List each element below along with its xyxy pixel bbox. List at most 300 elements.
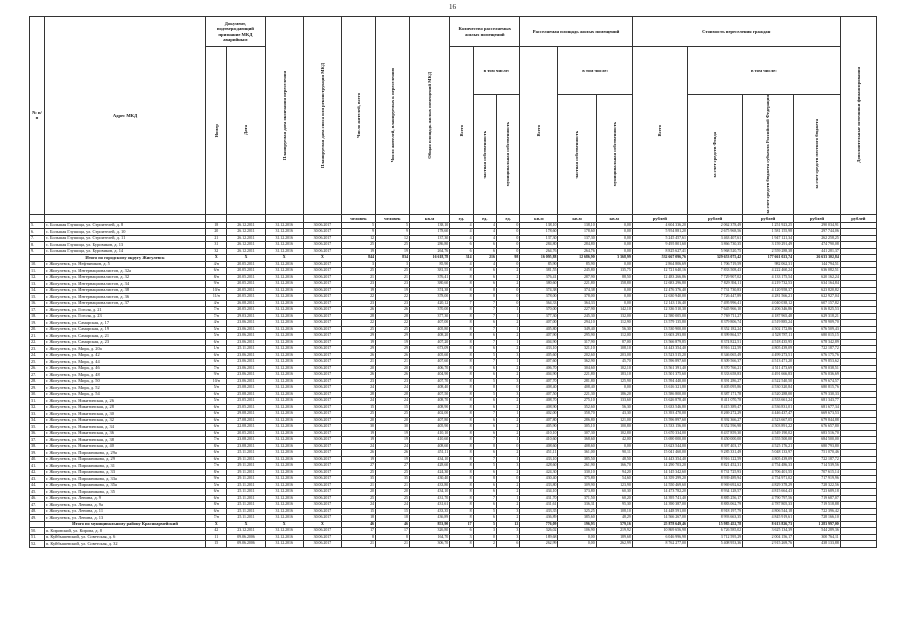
residents-planned-cell: 20 bbox=[375, 489, 409, 496]
cost-subject-cell: 4 502 172,86 bbox=[743, 326, 794, 333]
cost-fund-cell: 8 883 062,79 bbox=[687, 502, 742, 509]
doc-date-cell: 23.06.2011 bbox=[227, 365, 265, 372]
doc-date-cell: 20.05.2011 bbox=[227, 294, 265, 301]
rooms-total-cell: 8 bbox=[450, 489, 473, 496]
rooms-total-cell: 8 bbox=[450, 346, 473, 353]
sarea-total-cell: 85,90 bbox=[520, 261, 558, 268]
sarea-private-cell: 178,60 bbox=[558, 229, 596, 236]
row-number-cell: 10. bbox=[30, 261, 45, 268]
area-cell: 405,90 bbox=[409, 424, 449, 431]
planned-demolish-cell: 30.06.2017 bbox=[303, 365, 341, 372]
rooms-total-cell: 314 bbox=[450, 255, 473, 262]
sarea-total-cell: 405,90 bbox=[520, 424, 558, 431]
doc-number-cell: 6/н bbox=[206, 391, 227, 398]
rooms-total-cell: 8 bbox=[450, 404, 473, 411]
planned-demolish-cell: 30.06.2017 bbox=[303, 469, 341, 476]
address-cell: г. Жигулевск, ул. Мира, д. 50 bbox=[44, 378, 205, 385]
sarea-municipal-cell: 186,20 bbox=[596, 391, 632, 398]
cost-fund-cell: 8 399 864,57 bbox=[687, 333, 742, 340]
sarea-municipal-cell: 56,30 bbox=[596, 326, 632, 333]
rooms-total-cell: 8 bbox=[450, 372, 473, 379]
planned-end-cell: 31.12.2016 bbox=[265, 515, 303, 522]
row-number-cell: 52. bbox=[30, 541, 45, 548]
cost-fund-cell: 8 374 822,51 bbox=[687, 339, 742, 346]
rooms-private-cell: 6 bbox=[473, 515, 496, 522]
sarea-total-cell: 381,55 bbox=[520, 268, 558, 275]
rooms-total-cell: 8 bbox=[450, 456, 473, 463]
area-cell: 407,70 bbox=[409, 378, 449, 385]
address-cell: с. Большая Глушица, ул. Строителей, д. 8 bbox=[44, 222, 205, 229]
cost-total-cell: 13 626 878,40 bbox=[632, 398, 687, 405]
residents-planned-cell: 20 bbox=[375, 365, 409, 372]
planned-demolish-cell: 30.06.2017 bbox=[303, 378, 341, 385]
planned-end-cell: 31.12.2016 bbox=[265, 313, 303, 320]
doc-date-cell: 20.05.2011 bbox=[227, 430, 265, 437]
rooms-municipal-cell: 3 bbox=[496, 378, 519, 385]
residents-planned-cell: 24 bbox=[375, 398, 409, 405]
row-number-cell: 12. bbox=[30, 274, 45, 281]
sarea-total-cell: 406,70 bbox=[520, 365, 558, 372]
residents-planned-cell: 22 bbox=[375, 294, 409, 301]
address-cell: с. Большая Глушица, ул. Строителей, д. 11 bbox=[44, 235, 205, 242]
sarea-total-cell: 404,90 bbox=[520, 339, 558, 346]
cost-total-cell: 10 869 656,98 bbox=[632, 528, 687, 535]
doc-number-cell: 8/н bbox=[206, 469, 227, 476]
cost-local-cell: 679 674,57 bbox=[794, 378, 841, 385]
rooms-municipal-cell: 2 bbox=[496, 372, 519, 379]
cost-subject-cell: 4 446 437,47 bbox=[743, 411, 794, 418]
cost-local-cell: 438 133,88 bbox=[794, 541, 841, 548]
planned-demolish-cell: X bbox=[303, 255, 341, 262]
area-cell: 405,60 bbox=[409, 352, 449, 359]
cost-total-cell: 12 476 376,40 bbox=[632, 287, 687, 294]
rooms-private-cell: 7 bbox=[473, 326, 496, 333]
cost-local-cell: 719 687,07 bbox=[794, 495, 841, 502]
cost-subject-cell: 2 559 288,38 bbox=[743, 248, 794, 255]
sarea-private-cell: 12 686,90 bbox=[558, 255, 596, 262]
cost-fund-cell: 8 346 065,49 bbox=[687, 352, 742, 359]
cost-fund-cell: 8 939 489,94 bbox=[687, 476, 742, 483]
row-number-cell: 5. bbox=[30, 222, 45, 229]
sarea-total-cell: 433,10 bbox=[520, 346, 558, 353]
rooms-municipal-cell: 1 bbox=[496, 339, 519, 346]
sarea-municipal-cell: 203,00 bbox=[596, 352, 632, 359]
cost-subject-cell: 1 251 923,25 bbox=[743, 222, 794, 229]
doc-date-cell: 27.08.2011 bbox=[227, 417, 265, 424]
rooms-municipal-cell: 0 bbox=[496, 242, 519, 249]
rooms-private-cell: 7 bbox=[473, 411, 496, 418]
rooms-private-cell: 8 bbox=[473, 385, 496, 392]
cost-fund-cell: 8 731 725,93 bbox=[687, 469, 742, 476]
residents-cell: 844 bbox=[342, 255, 376, 262]
row-number-cell: 8. bbox=[30, 242, 45, 249]
row-number-cell: 48. bbox=[30, 508, 45, 515]
address-cell: г. Жигулевск, ул. Интернационалистов, д. 32 bbox=[44, 274, 205, 281]
residents-planned-cell: 25 bbox=[375, 495, 409, 502]
residents-planned-cell: 25 bbox=[375, 242, 409, 249]
doc-number-cell: 5/н bbox=[206, 385, 227, 392]
cost-local-cell: 297 744,06 bbox=[794, 229, 841, 236]
col-doc-number-header: Номер bbox=[213, 123, 219, 138]
rooms-total-cell: 3 bbox=[450, 534, 473, 541]
sarea-total-cell: 431,61 bbox=[520, 502, 558, 509]
sarea-private-cell: 294,10 bbox=[558, 320, 596, 327]
area-cell: 408,90 bbox=[409, 404, 449, 411]
rooms-total-cell: 8 bbox=[450, 495, 473, 502]
doc-number-cell: 6/н bbox=[206, 352, 227, 359]
doc-number-cell: 7/н bbox=[206, 307, 227, 314]
row-number-cell: 28. bbox=[30, 378, 45, 385]
rooms-total-cell: 8 bbox=[450, 437, 473, 444]
cost-fund-cell: 8 379 806,74 bbox=[687, 320, 742, 327]
residents-cell: 15 bbox=[342, 404, 376, 411]
planned-demolish-cell: 30.06.2017 bbox=[303, 437, 341, 444]
residents-planned-cell: 18 bbox=[375, 515, 409, 522]
sarea-private-cell: 245,80 bbox=[558, 268, 596, 275]
rooms-total-cell: 6 bbox=[450, 528, 473, 535]
sarea-private-cell: 221,30 bbox=[558, 391, 596, 398]
area-cell: 404,90 bbox=[409, 372, 449, 379]
unit-cell: кв.м bbox=[558, 214, 596, 222]
rooms-total-cell: 4 bbox=[450, 222, 473, 229]
doc-number-cell: 1/н bbox=[206, 346, 227, 353]
area-cell: 286,80 bbox=[409, 242, 449, 249]
rooms-total-cell: 4 bbox=[450, 235, 473, 242]
cost-local-cell: 1 283 997,00 bbox=[794, 521, 841, 528]
cost-total-cell: 14 359 299,20 bbox=[632, 476, 687, 483]
area-cell: 306,70 bbox=[409, 541, 449, 548]
residents-planned-cell: 25 bbox=[375, 469, 409, 476]
rooms-municipal-cell: 2 bbox=[496, 281, 519, 288]
cost-subject-cell: 4 754 971,02 bbox=[743, 476, 794, 483]
sarea-private-cell: 261,90 bbox=[558, 463, 596, 470]
planned-demolish-cell: 30.06.2017 bbox=[303, 450, 341, 457]
rooms-private-cell: 7 bbox=[473, 495, 496, 502]
sarea-municipal-cell: 0,00 bbox=[596, 229, 632, 236]
sarea-total-cell: 378,00 bbox=[520, 294, 558, 301]
rooms-municipal-cell: 2 bbox=[496, 417, 519, 424]
col-rooms-incl-header: в том числе: bbox=[473, 47, 520, 95]
rooms-municipal-cell: 1 bbox=[496, 307, 519, 314]
planned-end-cell: 31.12.2016 bbox=[265, 482, 303, 489]
residents-cell: 23 bbox=[342, 281, 376, 288]
cost-total-cell: 14 566 267,00 bbox=[632, 515, 687, 522]
residents-planned-cell: 23 bbox=[375, 281, 409, 288]
rooms-municipal-cell: 3 bbox=[496, 528, 519, 535]
residents-cell: 20 bbox=[342, 417, 376, 424]
cost-fund-cell: 2 675 968,56 bbox=[687, 229, 742, 236]
residents-planned-cell: 24 bbox=[375, 385, 409, 392]
doc-number-cell: 9/н bbox=[206, 476, 227, 483]
rooms-private-cell: 2 bbox=[473, 541, 496, 548]
cost-local-cell: 679 330,33 bbox=[794, 391, 841, 398]
cost-fund-cell: 3 463 407,61 bbox=[687, 235, 742, 242]
doc-date-cell: 09.06.2006 bbox=[227, 534, 265, 541]
doc-date-cell: 25.11.2011 bbox=[227, 515, 265, 522]
address-cell: г. Жигулевск, ул. Самарская, д. 19 bbox=[44, 326, 205, 333]
planned-demolish-cell: 30.06.2017 bbox=[303, 248, 341, 255]
address-cell: п. Куйбышевский, ул. Советская, д. 32 bbox=[44, 541, 205, 548]
address-cell: г. Жигулевск, ул. Интернационалистов, д. 34 bbox=[44, 281, 205, 288]
doc-number-cell: 9/н bbox=[206, 281, 227, 288]
sarea-private-cell: 309,90 bbox=[558, 482, 596, 489]
row-number-cell: 29. bbox=[30, 385, 45, 392]
sarea-municipal-cell: 132,00 bbox=[596, 313, 632, 320]
doc-number-cell: 6/н bbox=[206, 456, 227, 463]
sarea-municipal-cell: 262,99 bbox=[596, 541, 632, 548]
sarea-total-cell: 430,40 bbox=[520, 476, 558, 483]
planned-demolish-cell: 30.06.2017 bbox=[303, 391, 341, 398]
unit-cell: кв.м bbox=[596, 214, 632, 222]
area-cell: 408,40 bbox=[409, 385, 449, 392]
planned-demolish-cell: 30.06.2017 bbox=[303, 320, 341, 327]
sarea-private-cell: 281,80 bbox=[558, 378, 596, 385]
doc-number-cell: X bbox=[206, 521, 227, 528]
cost-total-cell: 13 579 135,80 bbox=[632, 320, 687, 327]
doc-number-cell: 5/н bbox=[206, 482, 227, 489]
address-cell: г. Жигулевск, ул. Мира, д. 42 bbox=[44, 352, 205, 359]
row-number-cell: 50. bbox=[30, 528, 45, 535]
rooms-municipal-cell: 3 bbox=[496, 463, 519, 470]
residents-cell: 19 bbox=[342, 437, 376, 444]
residents-cell: 20 bbox=[342, 365, 376, 372]
planned-demolish-cell: 30.06.2017 bbox=[303, 443, 341, 450]
cost-subject-cell: 4 806 544,18 bbox=[743, 508, 794, 515]
rooms-municipal-cell: 2 bbox=[496, 450, 519, 457]
row-number-cell: 6. bbox=[30, 229, 45, 236]
cost-local-cell: 684 500,00 bbox=[794, 437, 841, 444]
sarea-total-cell: 402,00 bbox=[520, 411, 558, 418]
cost-total-cell: 13 561 391,40 bbox=[632, 365, 687, 372]
planned-demolish-cell: 30.06.2017 bbox=[303, 326, 341, 333]
doc-date-cell: 23.06.2011 bbox=[227, 352, 265, 359]
planned-end-cell: 31.12.2016 bbox=[265, 274, 303, 281]
address-cell: г. Жигулевск, ул. Пирожникова, д. 29 bbox=[44, 456, 205, 463]
sarea-private-cell: 202,60 bbox=[558, 352, 596, 359]
doc-number-cell: 6/н bbox=[206, 424, 227, 431]
row-number-cell: 14. bbox=[30, 287, 45, 294]
doc-date-cell: 23.06.2011 bbox=[227, 372, 265, 379]
cost-subject-cell: 3 625 134,39 bbox=[743, 528, 794, 535]
residents-planned-cell: 17 bbox=[375, 528, 409, 535]
area-cell: 434,10 bbox=[409, 456, 449, 463]
doc-number-cell: 8/н bbox=[206, 443, 227, 450]
cost-fund-cell: 8 405 095,86 bbox=[687, 385, 742, 392]
cost-fund-cell: 2 062 378,49 bbox=[687, 222, 742, 229]
sarea-municipal-cell: 102,80 bbox=[596, 430, 632, 437]
residents-cell: 26 bbox=[342, 372, 376, 379]
cost-subject-cell: 8 613 826,73 bbox=[743, 521, 794, 528]
cost-local-cell: 678 342,89 bbox=[794, 339, 841, 346]
cost-total-cell: 14 448 591,00 bbox=[632, 508, 687, 515]
cost-subject-cell: 4 522 540,50 bbox=[743, 378, 794, 385]
residents-planned-cell: 24 bbox=[375, 502, 409, 509]
planned-end-cell: 31.12.2016 bbox=[265, 469, 303, 476]
doc-date-cell: 23.06.2011 bbox=[227, 333, 265, 340]
row-number-cell: 40. bbox=[30, 456, 45, 463]
cost-subject-cell: 4 754 486,33 bbox=[743, 463, 794, 470]
doc-number-cell: 7/н bbox=[206, 437, 227, 444]
planned-demolish-cell: 30.06.2017 bbox=[303, 489, 341, 496]
row-number-cell: 13. bbox=[30, 281, 45, 288]
sarea-municipal-cell: 133,60 bbox=[596, 398, 632, 405]
cost-total-cell: 8 825 627,41 bbox=[632, 248, 687, 255]
cost-subject-cell: 4 829 378,29 bbox=[743, 482, 794, 489]
sarea-municipal-cell: 108,10 bbox=[596, 508, 632, 515]
rooms-municipal-cell: 2 bbox=[496, 424, 519, 431]
area-cell: 16 618,78 bbox=[409, 255, 449, 262]
planned-demolish-cell: 30.06.2017 bbox=[303, 333, 341, 340]
doc-number-cell: 8/н bbox=[206, 502, 227, 509]
cost-subject-cell: 4 219 732,53 bbox=[743, 281, 794, 288]
rooms-municipal-cell: 0 bbox=[496, 261, 519, 268]
cost-total-cell: 5 245 457,61 bbox=[632, 235, 687, 242]
area-cell: 428,60 bbox=[409, 463, 449, 470]
sarea-private-cell: 305,10 bbox=[558, 424, 596, 431]
rooms-municipal-cell: 0 bbox=[496, 300, 519, 307]
doc-date-cell: 25.08.2011 bbox=[227, 385, 265, 392]
cost-local-cell: 717 919,96 bbox=[794, 476, 841, 483]
row-number-cell: 38. bbox=[30, 443, 45, 450]
residents-cell: 25 bbox=[342, 268, 376, 275]
residents-cell: 19 bbox=[342, 287, 376, 294]
doc-date-cell: 23.06.2011 bbox=[227, 326, 265, 333]
cost-subject-cell: 4 805 439,09 bbox=[743, 456, 794, 463]
cost-subject-cell: 982 062,31 bbox=[743, 261, 794, 268]
cost-fund-cell: 8 993 663,35 bbox=[687, 515, 742, 522]
area-cell: 433,80 bbox=[409, 482, 449, 489]
row-number-cell: 19. bbox=[30, 320, 45, 327]
row-number-cell: 16. bbox=[30, 300, 45, 307]
planned-demolish-cell: 30.06.2017 bbox=[303, 229, 341, 236]
residents-cell: 19 bbox=[342, 339, 376, 346]
cost-fund-cell: 8 411 070,78 bbox=[687, 398, 742, 405]
planned-end-cell: 31.12.2016 bbox=[265, 248, 303, 255]
doc-number-cell: 6/н bbox=[206, 417, 227, 424]
rooms-municipal-cell: 0 bbox=[496, 294, 519, 301]
sarea-municipal-cell: 60,30 bbox=[596, 489, 632, 496]
rooms-total-cell: 8 bbox=[450, 482, 473, 489]
col-residents-header: Число жителей, всего bbox=[355, 92, 361, 138]
address-cell: г. Жигулевск, ул. Гоголя, д. 21 bbox=[44, 307, 205, 314]
sarea-municipal-cell: 56,30 bbox=[596, 404, 632, 411]
address-cell: п. Кировский, ул. Кирова, д. 8 bbox=[44, 528, 205, 535]
rooms-municipal-cell: 1 bbox=[496, 411, 519, 418]
residents-planned-cell: 25 bbox=[375, 326, 409, 333]
residents-cell: 22 bbox=[342, 294, 376, 301]
rooms-private-cell: 6 bbox=[473, 502, 496, 509]
planned-demolish-cell: 30.06.2017 bbox=[303, 502, 341, 509]
residents-planned-cell: 12 bbox=[375, 235, 409, 242]
doc-date-cell: 25.11.2011 bbox=[227, 495, 265, 502]
planned-end-cell: 31.12.2016 bbox=[265, 437, 303, 444]
residents-cell: 25 bbox=[342, 326, 376, 333]
planned-end-cell: 31.12.2016 bbox=[265, 476, 303, 483]
rooms-municipal-cell: 0 bbox=[496, 287, 519, 294]
page-number: 16 bbox=[449, 3, 456, 11]
sarea-total-cell: 138,10 bbox=[520, 222, 558, 229]
sarea-municipal-cell: 54,60 bbox=[596, 476, 632, 483]
area-cell: 370,00 bbox=[409, 307, 449, 314]
cost-local-cell: 680 015,15 bbox=[794, 333, 841, 340]
planned-end-cell: 31.12.2016 bbox=[265, 424, 303, 431]
sarea-municipal-cell: 3 368,99 bbox=[596, 255, 632, 262]
cost-local-cell: 678 909,70 bbox=[794, 320, 841, 327]
doc-date-cell: X bbox=[227, 521, 265, 528]
planned-end-cell: 31.12.2016 bbox=[265, 339, 303, 346]
address-cell: г. Жигулевск, ул. Пирожникова, д. 33а bbox=[44, 476, 205, 483]
rooms-total-cell: 8 bbox=[450, 443, 473, 450]
sarea-total-cell: 405,60 bbox=[520, 352, 558, 359]
residents-cell: 19 bbox=[342, 430, 376, 437]
cost-subject-cell: 4 555 500,00 bbox=[743, 437, 794, 444]
sarea-municipal-cell: 0,00 bbox=[596, 443, 632, 450]
cost-total-cell: 13 603 293,80 bbox=[632, 333, 687, 340]
rooms-total-cell: 8 bbox=[450, 385, 473, 392]
rooms-private-cell: 6 bbox=[473, 281, 496, 288]
cost-fund-cell: 7 829 394,11 bbox=[687, 281, 742, 288]
planned-end-cell: 31.12.2016 bbox=[265, 508, 303, 515]
residents-planned-cell: 29 bbox=[375, 333, 409, 340]
rooms-private-cell: 4 bbox=[473, 222, 496, 229]
cost-subject-cell: 4 513 471,20 bbox=[743, 359, 794, 366]
address-cell: г. Жигулевск, ул. Нефтяников, д. 5 bbox=[44, 261, 205, 268]
row-number-cell: 35. bbox=[30, 424, 45, 431]
rooms-municipal-cell: 2 bbox=[496, 430, 519, 437]
row-number-cell: 39. bbox=[30, 450, 45, 457]
planned-demolish-cell: 30.06.2017 bbox=[303, 300, 341, 307]
planned-end-cell: 31.12.2016 bbox=[265, 417, 303, 424]
cost-total-cell: 14 550 469,60 bbox=[632, 482, 687, 489]
planned-demolish-cell: 30.06.2017 bbox=[303, 417, 341, 424]
sarea-private-cell: 371,50 bbox=[558, 495, 596, 502]
doc-date-cell: 23.08.2011 bbox=[227, 443, 265, 450]
residents-planned-cell: 19 bbox=[375, 339, 409, 346]
rooms-private-cell: 7 bbox=[473, 456, 496, 463]
cost-fund-cell: 8 352 596,98 bbox=[687, 424, 742, 431]
planned-demolish-cell: 30.06.2017 bbox=[303, 235, 341, 242]
doc-date-cell: 26.12.2011 bbox=[227, 222, 265, 229]
cost-subject-cell: 4 120 958,37 bbox=[743, 287, 794, 294]
sarea-municipal-cell: 121,00 bbox=[596, 417, 632, 424]
cost-subject-cell: 4 706 401,55 bbox=[743, 469, 794, 476]
rooms-total-cell: 8 bbox=[450, 430, 473, 437]
residents-cell: 8 bbox=[342, 534, 376, 541]
rooms-municipal-cell: 1 bbox=[496, 359, 519, 366]
residents-cell: 12 bbox=[342, 235, 376, 242]
rooms-private-cell: 7 bbox=[473, 339, 496, 346]
doc-date-cell: 26.12.2011 bbox=[227, 242, 265, 249]
sarea-private-cell: 245,30 bbox=[558, 313, 596, 320]
cost-local-cell: 676 657,80 bbox=[794, 424, 841, 431]
cost-local-cell: 719 518,88 bbox=[794, 502, 841, 509]
residents-planned-cell: 26 bbox=[375, 450, 409, 457]
area-cell: 673,09 bbox=[409, 346, 449, 353]
units-row bbox=[30, 214, 877, 222]
cost-total-cell: 25 878 649,46 bbox=[632, 521, 687, 528]
doc-number-cell: 6/н bbox=[206, 339, 227, 346]
address-cell: г. Жигулевск, ул. Никитинская, д. 40 bbox=[44, 443, 205, 450]
unit-cell: ед. bbox=[473, 214, 496, 222]
unit-cell: рублей bbox=[687, 214, 742, 222]
cost-subject-cell: 4 520 288,00 bbox=[743, 391, 794, 398]
rooms-municipal-cell: 6 bbox=[496, 541, 519, 548]
doc-date-cell: 25.11.2011 bbox=[227, 482, 265, 489]
planned-demolish-cell: 30.06.2017 bbox=[303, 385, 341, 392]
residents-cell: 25 bbox=[342, 469, 376, 476]
sarea-private-cell: 336,31 bbox=[558, 502, 596, 509]
planned-end-cell: 31.12.2016 bbox=[265, 235, 303, 242]
